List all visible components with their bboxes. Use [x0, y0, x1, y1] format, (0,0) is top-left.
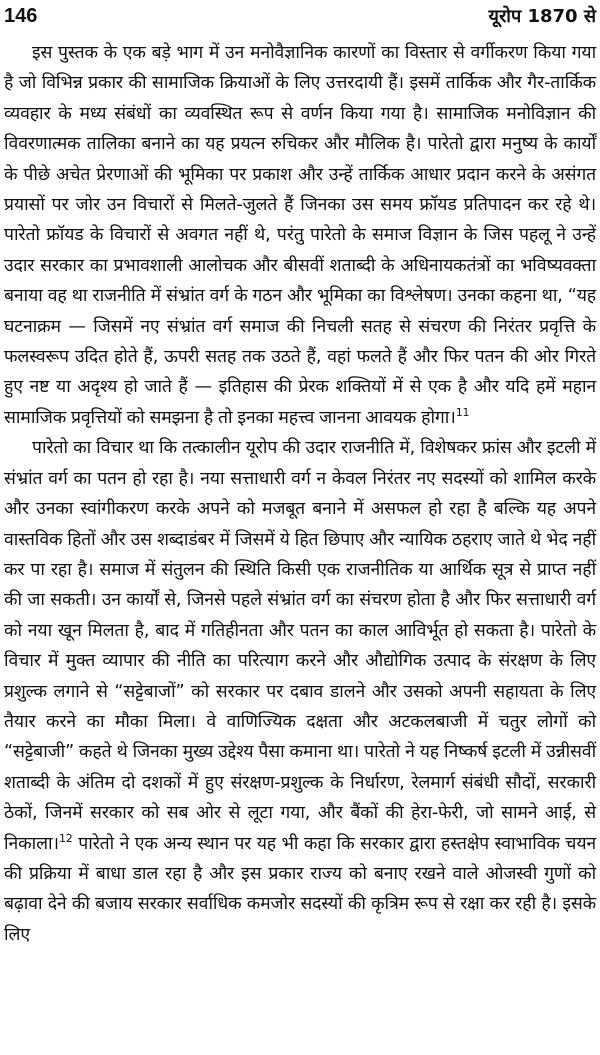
- paragraph: [4, 433, 596, 950]
- running-title: यूरोप 1870 से: [488, 6, 596, 27]
- footnote-marker: 11: [455, 406, 470, 420]
- body-text: [4, 38, 596, 950]
- page-number: 146: [4, 5, 38, 27]
- paragraph-text: इस पुस्तक के एक बड़े भाग में उन मनोवैज्ञानिक कारणों का विस्तार से वर्गीकरण किया गया है जो विभिन्न प्रकार की सामाजिक क्रियाओं के लिए उत्तरदायी हैं। इसमें तार्किक और गैर-तार्किक व्यवहार के मध्य संबंधों का व्यवस्थित रूप से वर्णन किया गया है। सामाजिक मनोविज्ञान की विवरणात्मक तालिका बनाने का यह प्रयत्न रुचिकर और मौलिक है। पारेतो द्वारा मनुष्य के कार्यों के पीछे अचेत प्रेरणाओं की भूमिका पर प्रकाश और उन्हें तार्किक आधार प्रदान करने के असंगत प्रयासों पर जोर उन विचारों से मिलते-जुलते हैं जिनका उस समय फ्रॉयड प्रतिपादन कर रहे थे। पारेतो फ्रॉयड के विचारों से अवगत नहीं थे, परंतु पारेतो के समाज विज्ञान के जिस पहलू ने उन्हें उदार सरकार का प्रभावशाली आलोचक और बीसवीं शताब्दी के अधिनायकतंत्रों का भविष्यवक्ता बनाया वह था राजनीति में संभ्रांत वर्ग के गठन और भूमिका का विश्लेषण। उनका कहना था, “यह घटनाक्रम — जिसमें नए संभ्रांत वर्ग समाज की निचली सतह से संचरण की निरंतर प्रवृत्ति के फलस्वरूप उदित होते हैं, ऊपरी सतह तक उठते हैं, वहां फलते हैं और फिर पतन की ओर गिरते हुए नष्ट या अदृश्य हो जाते हैं — इतिहास की प्रेरक शक्तियों में से एक है और यदि हमें महान सामाजिक प्रवृत्तियों को समझना है तो इनका महत्त्व जानना आवयक होगा।: [4, 43, 596, 428]
- footnote-marker: 12: [58, 831, 73, 845]
- page-header: [4, 4, 596, 30]
- paragraph: [4, 38, 596, 433]
- paragraph-text-continued: पारेतो ने एक अन्य स्थान पर यह भी कहा कि सरकार द्वारा हस्तक्षेप स्वाभाविक चयन की प्रक्रिया में बाधा डाल रहा है और इस प्रकार राज्य को बनाए रखने वाले ओजस्वी गुणों को बढ़ावा देने की बजाय सरकार सर्वाधिक कमजोर सदस्यों की कृत्रिम रूप से रक्षा कर रही है। इसके लिए: [4, 833, 596, 945]
- paragraph-text: पारेतो का विचार था कि तत्कालीन यूरोप की उदार राजनीति में, विशेषकर फ्रांस और इटली में संभ्रांत वर्ग का पतन हो रहा है। नया सत्ताधारी वर्ग न केवल निरंतर नए सदस्यों को शामिल करके और उनका स्वांगीकरण करके अपने को मजबूत बनाने में असफल हो रहा है बल्कि यह अपने वास्तविक हितों और उस शब्दाडंबर में जिसमें ये हित छिपाए और न्यायिक ठहराए जाते थे भेद नहीं कर पा रहा है। समाज में संतुलन की स्थिति किसी एक राजनीतिक या आर्थिक सूत्र से प्राप्त नहीं की जा सकती। उन कार्यों से, जिनसे पहले संभ्रांत वर्ग का संचरण होता है और फिर सत्ताधारी वर्ग को नया खून मिलता है, बाद में गतिहीनता और पतन का काल आविर्भूत हो सकता है। पारेतो के विचार में मुक्त व्यापार की नीति का परित्याग करने और औद्योगिक उत्पाद के संरक्षण के लिए प्रशुल्क लगाने से “सट्टेबाजों” को सरकार पर दबाव डालने और उसको अपनी सहायता के लिए तैयार करने का मौका मिला। वे वाणिज्यिक दक्षता और अटकलबाजी में चतुर लोगों को “सट्टेबाजी” कहते थे जिनका मुख्य उद्देश्य पैसा कमाना था। पारेतो ने यह निष्कर्ष इटली में उन्नीसवीं शताब्दी के अंतिम दो दशकों में हुए संरक्षण-प्रशुल्क के निर्धारण, रेलमार्ग संबंधी सौदों, सरकारी ठेकों, जिनमें सरकार को सब ओर से लूटा गया, और बैंकों की हेरा-फेरी, जो सामने आई, से निकाला।: [4, 438, 596, 854]
